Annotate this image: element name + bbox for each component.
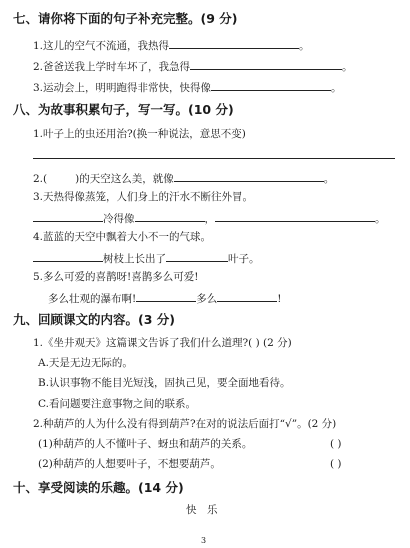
section-7-title: 七、请你将下面的句子补充完整。(9 分) [13, 11, 238, 26]
s9-option-a[interactable]: A.天是无边无际的。 [38, 357, 133, 369]
s8-q4-fill: 树枝上长出了 叶子。 [33, 250, 260, 266]
section-9-title: 九、回顾课文的内容。(3 分) [13, 312, 175, 327]
answer-blank[interactable] [174, 170, 324, 182]
s9-q2-answer-paren-2[interactable]: ( ) [330, 458, 342, 470]
page-number: 3 [201, 536, 207, 545]
answer-blank[interactable] [33, 250, 103, 262]
s9-option-b[interactable]: B.认识事物不能目光短浅，固执己见，要全面地看待。 [38, 377, 291, 389]
s9-q2-statement-1: (1)种葫芦的人不懂叶子、蚜虫和葫芦的关系。 [38, 438, 253, 450]
s7-item-1: 1.这儿的空气不流通，我热得 。 [33, 37, 310, 53]
answer-blank[interactable] [135, 210, 205, 222]
answer-blank[interactable] [33, 210, 103, 222]
s8-q4: 4.蓝蓝的天空中飘着大小不一的气球。 [33, 231, 212, 243]
answer-blank[interactable] [136, 290, 196, 302]
s9-q2-statement-2: (2)种葫芦的人想要叶子，不想要葫芦。 [38, 458, 221, 470]
s8-q1-answer-line[interactable] [33, 158, 395, 159]
s9-q2-answer-paren-1[interactable]: ( ) [330, 438, 342, 450]
s7-item-2: 2.爸爸送我上学时车坏了，我急得 。 [33, 58, 353, 74]
s8-q3: 3.天热得像蒸笼，人们身上的汗水不断往外冒。 [33, 191, 254, 203]
answer-blank[interactable] [217, 290, 277, 302]
answer-blank[interactable] [211, 79, 331, 91]
s9-q2: 2.种葫芦的人为什么没有得到葫芦?在对的说法后面打“√”。(2 分) [33, 418, 337, 430]
section-10-title: 十、享受阅读的乐趣。(14 分) [13, 480, 184, 495]
answer-blank[interactable] [166, 250, 228, 262]
s8-q5: 5.多么可爱的喜鹊呀!喜鹊多么可爱! [33, 271, 199, 283]
answer-blank[interactable] [215, 210, 375, 222]
s8-q1: 1.叶子上的虫还用治?(换一种说法，意思不变) [33, 128, 246, 140]
s8-q5-fill: 多么壮观的瀑布啊! 多么 ! [48, 290, 281, 306]
s9-q1: 1.《坐井观天》这篇课文告诉了我们什么道理?( ) (2 分) [33, 337, 292, 349]
section-8-title: 八、为故事积累句子，写一写。(10 分) [13, 102, 234, 117]
s7-item-3: 3.运动会上，明明跑得非常快，快得像 。 [33, 79, 342, 95]
passage-title: 快 乐 [186, 504, 218, 516]
s8-q2: 2.( )的天空这么美，就像 。 [33, 170, 334, 186]
answer-blank[interactable] [169, 37, 299, 49]
answer-blank[interactable] [190, 58, 342, 70]
s9-option-c[interactable]: C.看问题要注意事物之间的联系。 [38, 398, 196, 410]
s8-q3-fill: 冷得像 ， 。 [33, 210, 386, 226]
